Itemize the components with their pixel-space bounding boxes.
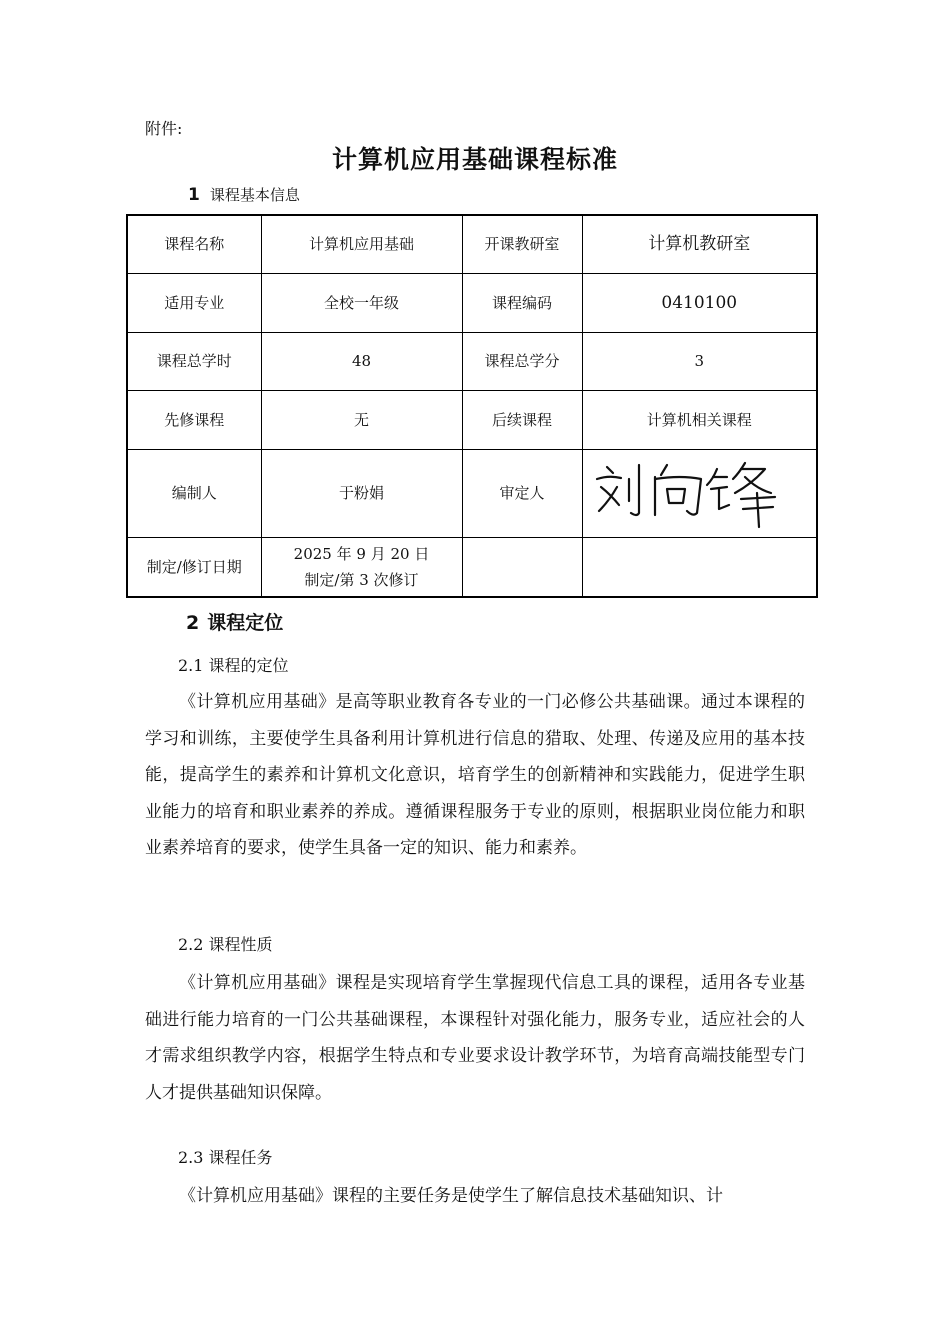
revision-count: 制定/第 3 次修订 xyxy=(304,570,419,589)
course-info-table xyxy=(126,214,818,598)
table-row xyxy=(127,273,817,332)
attachment-label: 附件: xyxy=(145,119,183,138)
table-label-cell: 课程总学时 xyxy=(127,332,261,390)
section-1-number: 1 xyxy=(188,185,200,205)
table-value-cell: 0410100 xyxy=(582,273,817,332)
subsection-2-1-heading: 2.1 课程的定位 xyxy=(178,656,289,675)
section-2-title: 课程定位 xyxy=(207,612,284,634)
table-row xyxy=(127,449,817,537)
table-label-cell: 后续课程 xyxy=(462,390,582,449)
table-value-cell: 于粉娟 xyxy=(261,449,462,537)
table-label-cell: 审定人 xyxy=(462,449,582,537)
table-value-cell: 计算机相关课程 xyxy=(582,390,817,449)
table-value-cell: 48 xyxy=(261,332,462,390)
document-title: 计算机应用基础课程标准 xyxy=(331,145,618,174)
table-value-cell xyxy=(582,537,817,597)
table-label-cell: 课程总学分 xyxy=(462,332,582,390)
table-label-cell: 适用专业 xyxy=(127,273,261,332)
table-value-cell xyxy=(261,537,462,597)
table-value-cell: 计算机应用基础 xyxy=(261,215,462,273)
table-label-cell: 编制人 xyxy=(127,449,261,537)
section-2-number: 2 xyxy=(186,612,200,634)
subsection-2-2-heading: 2.2 课程性质 xyxy=(178,935,273,954)
table-label-cell: 课程名称 xyxy=(127,215,261,273)
table-row xyxy=(127,537,817,597)
table-label-cell: 先修课程 xyxy=(127,390,261,449)
section-1-title: 课程基本信息 xyxy=(209,186,300,204)
paragraph-course-positioning: 《计算机应用基础》是高等职业教育各专业的一门必修公共基础课。通过本课程的学习和训练，主要使学生具备利用计算机进行信息的猎取、处理、传递及应用的基本技能，提高学生的素养和计算机文化意识，培育学生的创新精神和实践能力，促进学生职业能力的培育和职业素养的养成。遵循课程服务于专业的原则，根据职业岗位能力和职业素养培育的要求，使学生具备一定的知识、能力和素养。 xyxy=(145,692,805,858)
table-value-cell: 全校一年级 xyxy=(261,273,462,332)
subsection-2-3-heading: 2.3 课程任务 xyxy=(178,1148,273,1167)
paragraph-course-nature: 《计算机应用基础》课程是实现培育学生掌握现代信息工具的课程，适用各专业基础进行能力培育的一门公共基础课程，本课程针对强化能力，服务专业，适应社会的人才需求组织教学内容，根据学生特点和专业要求设计教学环节，为培育高端技能型专门人才提供基础知识保障。 xyxy=(145,973,805,1103)
section-1-heading xyxy=(188,184,300,205)
table-value-cell: 无 xyxy=(261,390,462,449)
signature-cell xyxy=(582,449,817,537)
table-row xyxy=(127,332,817,390)
table-value-cell: 3 xyxy=(582,332,817,390)
paragraph-course-tasks: 《计算机应用基础》课程的主要任务是使学生了解信息技术基础知识、计 xyxy=(179,1186,723,1206)
table-label-cell xyxy=(462,537,582,597)
table-value-cell: 计算机教研室 xyxy=(582,215,817,273)
section-2-heading xyxy=(186,608,283,635)
table-row xyxy=(127,390,817,449)
table-row xyxy=(127,215,817,273)
table-label-cell: 课程编码 xyxy=(462,273,582,332)
handwritten-signature xyxy=(589,453,809,533)
revision-date: 2025 年 9 月 20 日 xyxy=(293,544,430,563)
table-label-cell: 制定/修订日期 xyxy=(127,537,261,597)
table-label-cell: 开课教研室 xyxy=(462,215,582,273)
